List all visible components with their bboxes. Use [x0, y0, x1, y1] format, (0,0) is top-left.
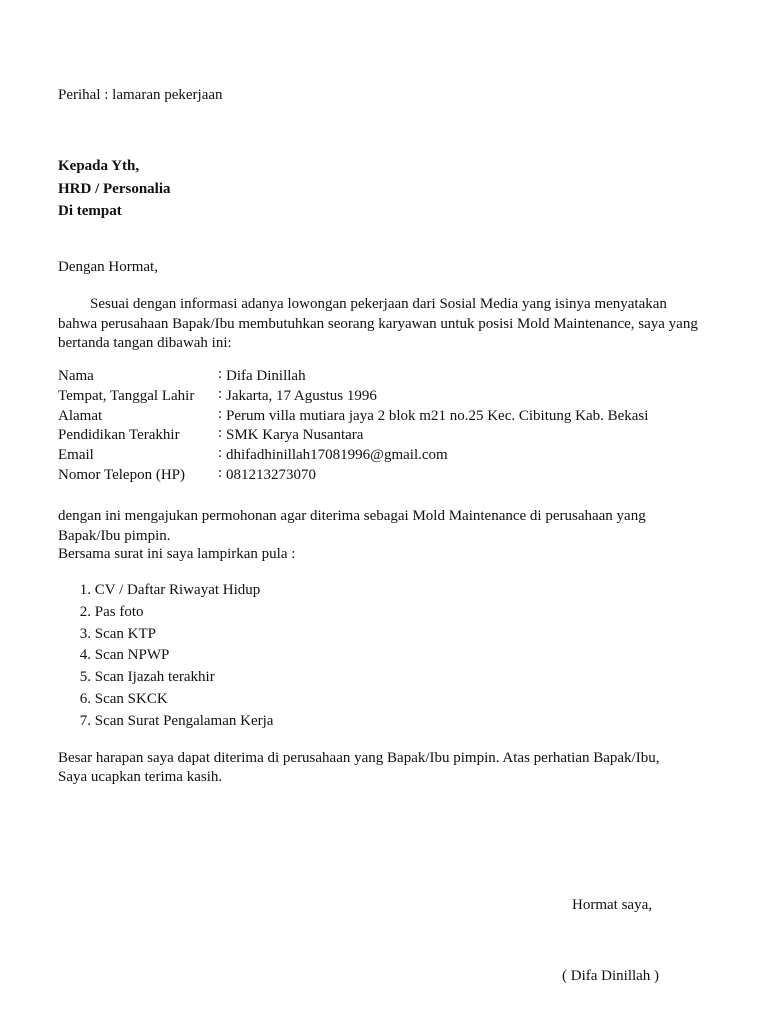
attachment-item [58, 711, 273, 733]
attachment-text: Scan NPWP [94, 647, 170, 664]
attachment-text: Pas foto [94, 603, 144, 620]
detail-label: Email [58, 447, 94, 464]
detail-separator: : [218, 405, 223, 422]
detail-value: Perum villa mutiara jaya 2 blok m21 no.25 Kec. Cibitung Kab. Bekasi [226, 407, 649, 424]
detail-separator: : [218, 385, 223, 402]
detail-row [58, 367, 648, 387]
attachment-item [58, 624, 273, 646]
detail-separator: : [218, 366, 223, 382]
closing-line-2: Saya ucapkan terima kasih. [58, 769, 223, 785]
detail-label: Alamat [58, 407, 103, 424]
attachment-item [58, 602, 273, 624]
attachment-number: 1. [79, 582, 91, 598]
detail-row [58, 446, 648, 466]
applicant-details-table [58, 367, 648, 486]
detail-row [58, 466, 648, 486]
greeting: Dengan Hormat, [58, 259, 158, 275]
subject-line [58, 86, 223, 105]
attachment-text: Scan KTP [94, 625, 156, 642]
subject-label: Perihal [58, 87, 101, 103]
detail-separator: : [218, 464, 223, 481]
intro-paragraph: Sesuai dengan informasi adanya lowongan pekerjaan dari Sosial Media yang isinya menyatakan bahwa perusahaan Bapak/Ibu membutuhkan seorang karyawan untuk posisi Mold Maintenance, saya yang bertanda tangan dibawah ini: [58, 296, 698, 351]
attachment-text: Scan Ijazah terakhir [94, 669, 215, 686]
subject-separator: : [104, 87, 109, 103]
attachment-item [58, 667, 273, 689]
signature-name: ( Difa Dinillah ) [562, 968, 660, 984]
detail-row [58, 407, 648, 427]
attachment-text: CV / Daftar Riwayat Hidup [94, 582, 261, 598]
recipient-line-1: Kepada Yth, [58, 158, 140, 174]
attachment-number: 2. [79, 603, 91, 620]
attachments-intro: Bersama surat ini saya lampirkan pula : [58, 546, 296, 562]
detail-row [58, 387, 648, 407]
signoff: Hormat saya, [572, 897, 652, 913]
detail-label: Pendidikan Terakhir [58, 427, 180, 444]
attachment-text: Scan Surat Pengalaman Kerja [94, 712, 274, 729]
attachment-item [58, 689, 273, 711]
detail-separator: : [218, 425, 223, 442]
recipient-line-2: HRD / Personalia [58, 181, 171, 197]
detail-value: Difa Dinillah [226, 368, 306, 384]
detail-value: dhifadhinillah17081996@gmail.com [226, 447, 448, 464]
detail-separator: : [218, 445, 223, 462]
request-paragraph: dengan ini mengajukan permohonan agar diterima sebagai Mold Maintenance di perusahaan yang Bapak/Ibu pimpin. [58, 508, 646, 544]
attachment-number: 7. [79, 712, 91, 729]
attachment-item [58, 580, 273, 602]
detail-value: SMK Karya Nusantara [226, 427, 364, 444]
detail-label: Nama [58, 368, 94, 384]
attachment-number: 6. [79, 690, 91, 707]
detail-value: Jakarta, 17 Agustus 1996 [226, 387, 377, 404]
detail-label: Tempat, Tanggal Lahir [58, 387, 195, 404]
subject-value: lamaran pekerjaan [112, 87, 223, 103]
detail-label: Nomor Telepon (HP) [58, 466, 185, 483]
attachments-list [58, 580, 273, 733]
attachment-item [58, 645, 273, 667]
detail-row [58, 426, 648, 446]
recipient-line-3: Di tempat [58, 203, 122, 219]
attachment-text: Scan SKCK [94, 690, 168, 707]
attachment-number: 5. [79, 669, 91, 686]
attachment-number: 4. [79, 647, 91, 664]
closing-line-1: Besar harapan saya dapat diterima di perusahaan yang Bapak/Ibu pimpin. Atas perhatian Bapak/Ibu, [58, 750, 660, 766]
attachment-number: 3. [79, 625, 91, 642]
detail-value: 081213273070 [226, 466, 316, 483]
